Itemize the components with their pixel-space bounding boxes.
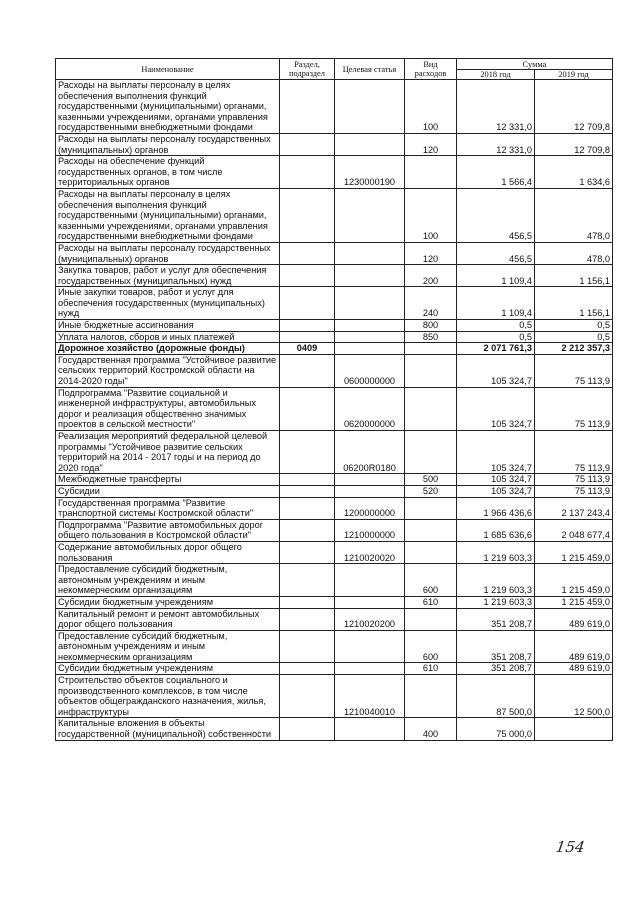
row-sum-2019: 12 709,8 xyxy=(535,80,613,134)
table-row xyxy=(56,519,613,541)
row-sum-2018: 351 208,7 xyxy=(457,663,535,675)
table-row xyxy=(56,541,613,563)
table-row xyxy=(56,80,613,134)
row-sum-2019: 12 500,0 xyxy=(535,675,613,718)
table-row xyxy=(56,331,613,343)
row-kind: 120 xyxy=(405,242,457,264)
table-row xyxy=(56,485,613,497)
row-sum-2019: 2 048 677,4 xyxy=(535,519,613,541)
row-section xyxy=(280,320,335,332)
row-kind xyxy=(405,497,457,519)
row-section xyxy=(280,541,335,563)
row-name: Субсидии бюджетным учреждениям xyxy=(56,596,280,608)
row-section xyxy=(280,485,335,497)
row-name: Предоставление субсидий бюджетным, автономным учреждениям и иным некоммерческим организациям xyxy=(56,564,280,597)
row-name: Капитальный ремонт и ремонт автомобильных дорог общего пользования xyxy=(56,608,280,630)
row-article xyxy=(335,331,405,343)
row-sum-2019: 1 156,1 xyxy=(535,265,613,287)
row-kind: 100 xyxy=(405,188,457,242)
row-sum-2018: 456,5 xyxy=(457,188,535,242)
row-sum-2018: 12 331,0 xyxy=(457,80,535,134)
row-sum-2018: 105 324,7 xyxy=(457,474,535,486)
row-kind xyxy=(405,675,457,718)
row-sum-2018: 105 324,7 xyxy=(457,387,535,430)
row-sum-2018: 1 966 436,6 xyxy=(457,497,535,519)
row-kind xyxy=(405,354,457,387)
row-name: Строительство объектов социального и производственного комплексов, в том числе объектов общегражданского назначения, жилья, инфраструктуры xyxy=(56,675,280,718)
table-row xyxy=(56,596,613,608)
row-section xyxy=(280,188,335,242)
header-year-2018: 2018 год xyxy=(457,70,535,80)
table-row xyxy=(56,630,613,663)
row-section xyxy=(280,331,335,343)
row-article xyxy=(335,474,405,486)
table-row xyxy=(56,675,613,718)
row-section xyxy=(280,156,335,189)
table-row xyxy=(56,497,613,519)
row-kind xyxy=(405,431,457,474)
table-row xyxy=(56,343,613,355)
row-kind: 850 xyxy=(405,331,457,343)
table-row xyxy=(56,354,613,387)
row-kind: 610 xyxy=(405,663,457,675)
row-section xyxy=(280,133,335,155)
header-article: Целевая статья xyxy=(335,59,405,80)
row-sum-2018: 351 208,7 xyxy=(457,608,535,630)
row-sum-2019: 12 709,8 xyxy=(535,133,613,155)
row-article xyxy=(335,564,405,597)
row-section xyxy=(280,431,335,474)
row-kind xyxy=(405,519,457,541)
row-sum-2018: 456,5 xyxy=(457,242,535,264)
row-article: 0620000000 xyxy=(335,387,405,430)
row-sum-2018: 105 324,7 xyxy=(457,354,535,387)
row-sum-2018: 1 566,4 xyxy=(457,156,535,189)
row-article xyxy=(335,287,405,320)
header-section: Раздел, подраздел xyxy=(280,59,335,80)
row-section xyxy=(280,80,335,134)
row-sum-2019: 0,5 xyxy=(535,320,613,332)
row-name: Расходы на обеспечение функций государственных органов, в том числе территориальных органов xyxy=(56,156,280,189)
table-row xyxy=(56,474,613,486)
table-row xyxy=(56,608,613,630)
row-sum-2018: 1 219 603,3 xyxy=(457,596,535,608)
row-kind xyxy=(405,387,457,430)
header-year-2019: 2019 год xyxy=(535,70,613,80)
row-sum-2018: 1 219 603,3 xyxy=(457,564,535,597)
row-article xyxy=(335,320,405,332)
row-article xyxy=(335,133,405,155)
row-kind: 120 xyxy=(405,133,457,155)
row-section xyxy=(280,242,335,264)
row-section xyxy=(280,287,335,320)
row-name: Субсидии xyxy=(56,485,280,497)
row-kind: 800 xyxy=(405,320,457,332)
row-sum-2019: 1 215 459,0 xyxy=(535,564,613,597)
row-sum-2018: 351 208,7 xyxy=(457,630,535,663)
table-row xyxy=(56,387,613,430)
row-article: 0600000000 xyxy=(335,354,405,387)
row-sum-2019: 489 619,0 xyxy=(535,663,613,675)
row-sum-2019: 0,5 xyxy=(535,331,613,343)
row-article: 1230000190 xyxy=(335,156,405,189)
row-name: Расходы на выплаты персоналу государственных (муниципальных) органов xyxy=(56,242,280,264)
row-kind xyxy=(405,608,457,630)
header-sum: Сумма xyxy=(457,59,613,70)
table-row xyxy=(56,663,613,675)
row-section xyxy=(280,387,335,430)
row-article: 1210000000 xyxy=(335,519,405,541)
row-section xyxy=(280,474,335,486)
row-kind: 400 xyxy=(405,718,457,740)
row-article xyxy=(335,265,405,287)
row-name: Подпрограмма "Развитие автомобильных дорог общего пользования в Костромской области" xyxy=(56,519,280,541)
row-name: Государственная программа "Устойчивое развитие сельских территорий Костромской области на 2014-2020 годы" xyxy=(56,354,280,387)
row-section: 0409 xyxy=(280,343,335,355)
table-row xyxy=(56,265,613,287)
row-name: Субсидии бюджетным учреждениям xyxy=(56,663,280,675)
row-name: Содержание автомобильных дорог общего пользования xyxy=(56,541,280,563)
row-sum-2019: 75 113,9 xyxy=(535,354,613,387)
row-name: Расходы на выплаты персоналу государственных (муниципальных) органов xyxy=(56,133,280,155)
row-sum-2019: 1 215 459,0 xyxy=(535,541,613,563)
row-sum-2019: 1 634,6 xyxy=(535,156,613,189)
table-row xyxy=(56,287,613,320)
page-number: 154 xyxy=(554,838,586,856)
row-sum-2019: 478,0 xyxy=(535,188,613,242)
row-section xyxy=(280,630,335,663)
row-sum-2018: 1 109,4 xyxy=(457,287,535,320)
row-section xyxy=(280,608,335,630)
table-row xyxy=(56,718,613,740)
row-kind: 200 xyxy=(405,265,457,287)
row-section xyxy=(280,718,335,740)
table-row xyxy=(56,188,613,242)
row-kind: 240 xyxy=(405,287,457,320)
row-name: Подпрограмма "Развитие социальной и инженерной инфраструктуры, автомобильных дорог и реализация общественно значимых проектов в сельской местности" xyxy=(56,387,280,430)
row-section xyxy=(280,675,335,718)
row-sum-2019: 1 156,1 xyxy=(535,287,613,320)
row-name: Закупка товаров, работ и услуг для обеспечения государственных (муниципальных) нужд xyxy=(56,265,280,287)
row-section xyxy=(280,265,335,287)
row-sum-2019: 75 113,9 xyxy=(535,387,613,430)
budget-sheet xyxy=(55,58,613,741)
row-sum-2018: 105 324,7 xyxy=(457,431,535,474)
row-sum-2018: 1 109,4 xyxy=(457,265,535,287)
row-sum-2018: 87 500,0 xyxy=(457,675,535,718)
row-sum-2019: 489 619,0 xyxy=(535,630,613,663)
row-section xyxy=(280,497,335,519)
row-name: Капитальные вложения в объекты государственной (муниципальной) собственности xyxy=(56,718,280,740)
row-section xyxy=(280,564,335,597)
header-name: Наименование xyxy=(56,59,280,80)
budget-table xyxy=(55,58,613,741)
table-row xyxy=(56,564,613,597)
row-sum-2018: 0,5 xyxy=(457,320,535,332)
row-kind xyxy=(405,156,457,189)
row-sum-2019: 75 113,9 xyxy=(535,485,613,497)
row-kind: 600 xyxy=(405,630,457,663)
table-row xyxy=(56,431,613,474)
row-section xyxy=(280,519,335,541)
table-row xyxy=(56,320,613,332)
row-name: Иные бюджетные ассигнования xyxy=(56,320,280,332)
row-article: 1200000000 xyxy=(335,497,405,519)
row-article xyxy=(335,242,405,264)
row-sum-2018: 75 000,0 xyxy=(457,718,535,740)
row-kind: 600 xyxy=(405,564,457,597)
row-name: Межбюджетные трансферты xyxy=(56,474,280,486)
row-sum-2018: 105 324,7 xyxy=(457,485,535,497)
row-article xyxy=(335,663,405,675)
row-section xyxy=(280,354,335,387)
row-article xyxy=(335,188,405,242)
row-name: Уплата налогов, сборов и иных платежей xyxy=(56,331,280,343)
row-sum-2019: 2 212 357,3 xyxy=(535,343,613,355)
row-name: Расходы на выплаты персоналу в целях обеспечения выполнения функций государственными (муниципальными) органами, казенными учреждениями, органами управления государственными внебюджетными фондами xyxy=(56,80,280,134)
row-name: Дорожное хозяйство (дорожные фонды) xyxy=(56,343,280,355)
table-row xyxy=(56,156,613,189)
row-article xyxy=(335,596,405,608)
row-sum-2019: 478,0 xyxy=(535,242,613,264)
row-article xyxy=(335,630,405,663)
table-row xyxy=(56,133,613,155)
row-section xyxy=(280,596,335,608)
row-article xyxy=(335,485,405,497)
row-sum-2019: 75 113,9 xyxy=(535,474,613,486)
row-kind: 610 xyxy=(405,596,457,608)
row-article: 1210040010 xyxy=(335,675,405,718)
row-name: Иные закупки товаров, работ и услуг для обеспечения государственных (муниципальных) нужд xyxy=(56,287,280,320)
row-name: Государственная программа "Развитие транспортной системы Костромской области" xyxy=(56,497,280,519)
row-article xyxy=(335,80,405,134)
row-name: Предоставление субсидий бюджетным, автономным учреждениям и иным некоммерческим организациям xyxy=(56,630,280,663)
row-kind xyxy=(405,541,457,563)
row-article xyxy=(335,718,405,740)
row-sum-2019: 1 215 459,0 xyxy=(535,596,613,608)
row-article: 06200R0180 xyxy=(335,431,405,474)
row-sum-2019: 2 137 243,4 xyxy=(535,497,613,519)
row-section xyxy=(280,663,335,675)
row-sum-2019: 75 113,9 xyxy=(535,431,613,474)
row-sum-2018: 2 071 761,3 xyxy=(457,343,535,355)
row-sum-2019 xyxy=(535,718,613,740)
row-kind xyxy=(405,343,457,355)
header-kind: Вид расходов xyxy=(405,59,457,80)
row-sum-2018: 0,5 xyxy=(457,331,535,343)
row-sum-2018: 12 331,0 xyxy=(457,133,535,155)
row-kind: 520 xyxy=(405,485,457,497)
row-article: 1210020020 xyxy=(335,541,405,563)
row-article xyxy=(335,343,405,355)
row-sum-2019: 489 619,0 xyxy=(535,608,613,630)
row-article: 1210020200 xyxy=(335,608,405,630)
row-kind: 500 xyxy=(405,474,457,486)
row-kind: 100 xyxy=(405,80,457,134)
table-row xyxy=(56,242,613,264)
row-name: Расходы на выплаты персоналу в целях обеспечения выполнения функций государственными (муниципальными) органами, казенными учреждениями, органами управления государственными внебюджетными фондами xyxy=(56,188,280,242)
row-sum-2018: 1 685 636,6 xyxy=(457,519,535,541)
row-sum-2018: 1 219 603,3 xyxy=(457,541,535,563)
row-name: Реализация мероприятий федеральной целевой программы "Устойчивое развитие сельских территорий на 2014 - 2017 годы и на период до 2020 года" xyxy=(56,431,280,474)
